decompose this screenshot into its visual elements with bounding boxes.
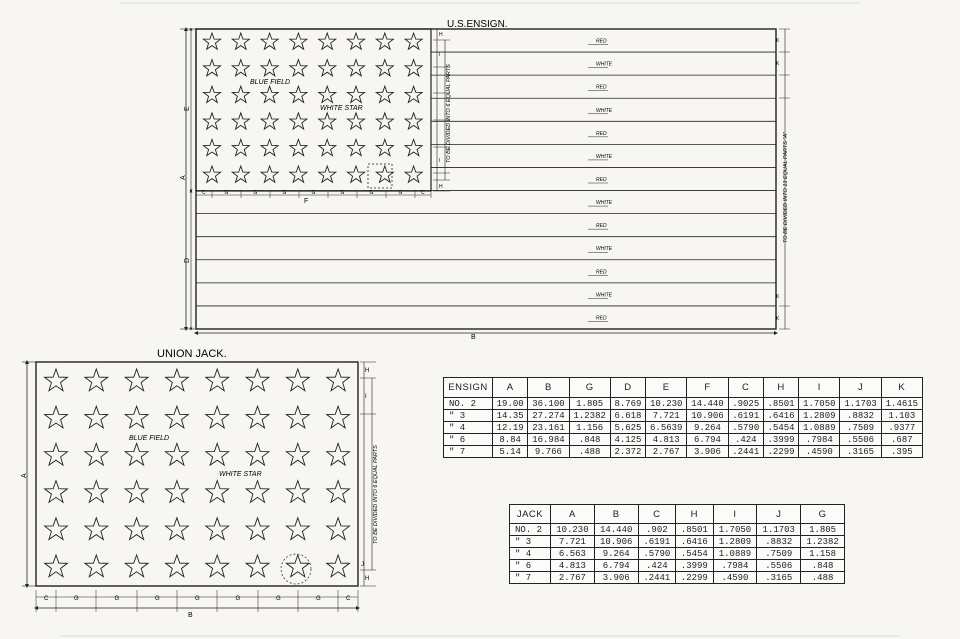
- ensign_table-header-cell: ENSIGN: [444, 378, 493, 398]
- table-cell: 3.906: [687, 446, 728, 458]
- ensign-star: [203, 60, 220, 76]
- ensign-star: [405, 139, 422, 155]
- jack-dim-a: A: [21, 473, 28, 478]
- ensign-star: [405, 113, 422, 129]
- jack-dim-label: J: [361, 562, 364, 568]
- jack-star: [125, 443, 148, 465]
- jack-star: [45, 481, 68, 503]
- jack-star: [327, 369, 350, 391]
- table-cell: 1.805: [801, 524, 845, 536]
- table-cell: 4.813: [551, 560, 595, 572]
- jack-star: [165, 518, 188, 540]
- jack-star: [206, 555, 229, 577]
- ensign-star: [319, 60, 336, 76]
- ensign-star: [376, 166, 393, 182]
- table-cell: .4590: [713, 572, 757, 584]
- ensign-dim-b: B: [471, 334, 476, 341]
- table-cell: .902: [638, 524, 675, 536]
- table-cell: .7984: [713, 560, 757, 572]
- jack-star: [125, 518, 148, 540]
- table-cell: 1.2382: [569, 410, 610, 422]
- jack-star: [45, 518, 68, 540]
- ensign-union: [196, 29, 431, 191]
- jack-star: [286, 481, 309, 503]
- ensign-star: [347, 60, 364, 76]
- ensign-star: [203, 139, 220, 155]
- table-cell: 14.440: [687, 398, 728, 410]
- table-cell: .5790: [638, 548, 675, 560]
- ensign-dimensions-table: [443, 377, 923, 458]
- jack-star: [125, 555, 148, 577]
- table-row: [444, 398, 923, 410]
- ensign_table-header-cell: K: [881, 378, 922, 398]
- jack-dim-label: G: [74, 596, 79, 602]
- jack-star: [327, 518, 350, 540]
- table-cell: 1.0889: [799, 422, 840, 434]
- ensign-dim-label: G: [282, 190, 287, 196]
- table-cell: NO. 2: [444, 398, 493, 410]
- jack-star: [246, 406, 269, 428]
- table-cell: 2.767: [551, 572, 595, 584]
- jack-dim-label: G: [195, 596, 200, 602]
- jack-dim-label: C: [346, 596, 351, 602]
- jack-dim-label: I: [365, 394, 367, 400]
- stripe-label: WHITE: [596, 246, 613, 253]
- table-cell: " 3: [510, 536, 551, 548]
- table-cell: 2.372: [610, 446, 645, 458]
- table-cell: 1.158: [801, 548, 845, 560]
- table-cell: 6.563: [551, 548, 595, 560]
- table-cell: .8501: [763, 398, 798, 410]
- jack_table-header-cell: I: [713, 505, 757, 524]
- table-cell: 1.7050: [799, 398, 840, 410]
- table-cell: 9.264: [594, 548, 638, 560]
- table-row: [510, 536, 845, 548]
- table-cell: .6416: [676, 536, 713, 548]
- jack-star: [286, 555, 309, 577]
- jack-star: [206, 406, 229, 428]
- table-cell: .9025: [728, 398, 763, 410]
- ensign-star: [405, 60, 422, 76]
- table-cell: " 7: [444, 446, 493, 458]
- table-cell: 2.767: [646, 446, 687, 458]
- jack-star: [165, 481, 188, 503]
- jack-star-construction-circle: [281, 554, 311, 584]
- jack_table-header-cell: B: [594, 505, 638, 524]
- jack-outline: [36, 362, 358, 586]
- table-cell: " 4: [510, 548, 551, 560]
- jack-dim-label: G: [276, 596, 281, 602]
- ensign-drawing: [180, 19, 790, 341]
- stripe-label: RED: [596, 269, 607, 276]
- table-cell: .3999: [676, 560, 713, 572]
- ensign-star: [347, 86, 364, 102]
- ensign_table-header-cell: H: [763, 378, 798, 398]
- jack-star: [286, 443, 309, 465]
- table-row: [444, 410, 923, 422]
- table-cell: 1.2809: [713, 536, 757, 548]
- table-cell: 27.274: [528, 410, 569, 422]
- ensign-star: [232, 113, 249, 129]
- table-cell: 7.721: [646, 410, 687, 422]
- table-cell: .6191: [728, 410, 763, 422]
- ensign-dim-label: I: [439, 158, 441, 164]
- ensign-star: [347, 33, 364, 49]
- table-cell: 7.721: [551, 536, 595, 548]
- ensign-dim-a: A: [180, 175, 187, 180]
- table-cell: .395: [881, 446, 922, 458]
- table-cell: .8501: [676, 524, 713, 536]
- ensign-dim-e: E: [184, 106, 191, 111]
- jack-drawing: [21, 348, 379, 619]
- table-cell: .3999: [763, 434, 798, 446]
- ensign-star: [376, 86, 393, 102]
- ensign-star: [290, 113, 307, 129]
- table-row: [444, 434, 923, 446]
- ensign-star: [261, 86, 278, 102]
- table-cell: 14.35: [493, 410, 528, 422]
- ensign-star: [261, 113, 278, 129]
- stripe-label: RED: [596, 177, 607, 183]
- ensign-star: [405, 166, 422, 182]
- jack-star-label: WHITE STAR: [219, 471, 262, 478]
- jack-star: [327, 555, 350, 577]
- table-cell: .848: [569, 434, 610, 446]
- table-cell: 1.1703: [757, 524, 801, 536]
- ensign_table-header-cell: A: [493, 378, 528, 398]
- table-cell: " 6: [444, 434, 493, 446]
- jack-star: [85, 369, 108, 391]
- ensign-star: [319, 113, 336, 129]
- ensign-star: [347, 166, 364, 182]
- table-cell: .4590: [799, 446, 840, 458]
- ensign-star: [203, 166, 220, 182]
- jack_table-header-cell: J: [757, 505, 801, 524]
- jack-width-dimensions: [36, 590, 358, 612]
- stripe-label: WHITE: [596, 107, 613, 114]
- table-cell: .2441: [638, 572, 675, 584]
- ensign_table-header-cell: I: [799, 378, 840, 398]
- jack-dim-label: G: [114, 596, 120, 602]
- jack-star: [165, 406, 188, 428]
- ensign-dim-label: G: [311, 190, 316, 196]
- jack-star: [246, 555, 269, 577]
- table-cell: .424: [728, 434, 763, 446]
- ensign-star: [232, 166, 249, 182]
- table-cell: .5454: [676, 548, 713, 560]
- table-cell: .488: [569, 446, 610, 458]
- table-cell: .8832: [757, 536, 801, 548]
- table-cell: .3165: [840, 446, 881, 458]
- jack-star: [125, 406, 148, 428]
- table-row: [510, 572, 845, 584]
- table-cell: 9.766: [528, 446, 569, 458]
- ensign-dim-label: K: [776, 38, 780, 44]
- table-cell: .848: [801, 560, 845, 572]
- ensign_table-header-cell: D: [610, 378, 645, 398]
- ensign_table-header-cell: G: [569, 378, 610, 398]
- ensign-star: [290, 60, 307, 76]
- jack_table-header-cell: A: [551, 505, 595, 524]
- stripe-label: RED: [596, 130, 607, 137]
- jack_table-header-cell: G: [801, 505, 845, 524]
- ensign-star: [232, 60, 249, 76]
- jack-star: [85, 481, 108, 503]
- table-cell: " 7: [510, 572, 551, 584]
- ensign-dim-label: G: [253, 190, 258, 196]
- jack-star: [286, 518, 309, 540]
- table-cell: .5506: [757, 560, 801, 572]
- jack-star: [327, 443, 350, 465]
- ensign-star: [376, 113, 393, 129]
- ensign-star: [347, 113, 364, 129]
- ensign-dim-label: I: [439, 52, 441, 58]
- table-cell: 1.2382: [801, 536, 845, 548]
- stripe-label: WHITE: [596, 292, 613, 299]
- ensign_table-header-cell: J: [840, 378, 881, 398]
- table-cell: .9377: [881, 422, 922, 434]
- table-cell: .8832: [840, 410, 881, 422]
- jack-dim-label: G: [316, 596, 321, 602]
- jack-table-header: [510, 505, 845, 524]
- table-cell: .687: [881, 434, 922, 446]
- jack-star: [206, 443, 229, 465]
- stripe-label: RED: [596, 223, 607, 230]
- table-cell: " 3: [444, 410, 493, 422]
- ensign-star: [203, 86, 220, 102]
- ensign-star: [290, 166, 307, 182]
- ensign-dim-label: K: [776, 316, 780, 322]
- ensign_table-header-cell: C: [728, 378, 763, 398]
- jack-field-label: BLUE FIELD: [129, 435, 170, 442]
- jack-star: [85, 443, 108, 465]
- jack-star: [327, 406, 350, 428]
- jack-star: [286, 369, 309, 391]
- table-cell: " 6: [510, 560, 551, 572]
- jack-star: [327, 481, 350, 503]
- ensign-stripes-note: TO BE DIVIDED INTO 13 EQUAL PARTS "A": [783, 132, 789, 243]
- jack-star-field: [45, 369, 350, 577]
- jack-star: [206, 481, 229, 503]
- table-cell: 10.906: [687, 410, 728, 422]
- jack-star: [45, 443, 68, 465]
- table-cell: 6.794: [594, 560, 638, 572]
- ensign-star: [261, 33, 278, 49]
- ensign-star: [290, 86, 307, 102]
- table-cell: .6416: [763, 410, 798, 422]
- jack-star: [45, 369, 68, 391]
- table-cell: 16.984: [528, 434, 569, 446]
- ensign-dim-label: G: [369, 190, 374, 196]
- table-cell: .424: [638, 560, 675, 572]
- table-cell: .7509: [757, 548, 801, 560]
- ensign-star: [376, 139, 393, 155]
- table-cell: 5.625: [610, 422, 645, 434]
- jack_table-header-cell: C: [638, 505, 675, 524]
- jack-dim-label: H: [365, 576, 370, 582]
- stripe-label: WHITE: [596, 200, 613, 207]
- ensign-field-label: BLUE FIELD: [250, 79, 291, 86]
- ensign-star: [376, 60, 393, 76]
- jack-star: [246, 443, 269, 465]
- jack-dim-label: C: [44, 596, 49, 602]
- table-cell: 36.100: [528, 398, 569, 410]
- table-row: [510, 524, 845, 536]
- table-cell: .7984: [799, 434, 840, 446]
- ensign-star-label: WHITE STAR: [320, 105, 363, 112]
- jack-star: [165, 555, 188, 577]
- table-cell: 10.230: [551, 524, 595, 536]
- jack-star: [45, 555, 68, 577]
- table-cell: 8.769: [610, 398, 645, 410]
- ensign-star: [319, 33, 336, 49]
- table-row: [510, 548, 845, 560]
- stripe-label: WHITE: [596, 153, 613, 160]
- ensign-dim-label: C: [421, 190, 425, 196]
- jack-dim-label: H: [365, 368, 370, 374]
- table-cell: 8.84: [493, 434, 528, 446]
- table-cell: 1.156: [569, 422, 610, 434]
- jack_table-header-cell: H: [676, 505, 713, 524]
- ensign-star-field: [203, 33, 422, 182]
- jack-star: [165, 443, 188, 465]
- table-cell: .2441: [728, 446, 763, 458]
- table-cell: 1.4615: [881, 398, 922, 410]
- ensign-star: [232, 139, 249, 155]
- jack-star: [206, 369, 229, 391]
- ensign-star: [203, 33, 220, 49]
- stripe-label: RED: [596, 315, 607, 322]
- table-cell: .2299: [676, 572, 713, 584]
- stripe-label: WHITE: [596, 61, 613, 68]
- ensign-dim-label: H: [439, 32, 443, 38]
- ensign-title: U.S.ENSIGN.: [447, 19, 508, 30]
- ensign-star: [319, 86, 336, 102]
- ensign-union-note: TO BE DIVIDED INTO 6 EQUAL PARTS: [446, 64, 452, 163]
- table-cell: 14.440: [594, 524, 638, 536]
- jack-star: [85, 518, 108, 540]
- table-cell: 9.264: [687, 422, 728, 434]
- table-cell: 3.906: [594, 572, 638, 584]
- ensign-star: [261, 60, 278, 76]
- table-cell: 1.2809: [799, 410, 840, 422]
- table-cell: 23.161: [528, 422, 569, 434]
- ensign-star: [319, 166, 336, 182]
- table-row: [444, 446, 923, 458]
- ensign-dim-d: D: [184, 257, 191, 263]
- table-cell: " 4: [444, 422, 493, 434]
- table-cell: 1.0889: [713, 548, 757, 560]
- ensign-dim-label: C: [202, 190, 206, 196]
- jack-dim-label: G: [155, 596, 160, 602]
- table-cell: .3165: [757, 572, 801, 584]
- table-row: [510, 560, 845, 572]
- table-row: [444, 422, 923, 434]
- table-cell: 6.794: [687, 434, 728, 446]
- ensign-star: [347, 139, 364, 155]
- table-cell: 6.618: [610, 410, 645, 422]
- jack-star: [45, 406, 68, 428]
- ensign-dim-label: H: [439, 184, 443, 190]
- table-cell: 1.103: [881, 410, 922, 422]
- table-cell: NO. 2: [510, 524, 551, 536]
- ensign-star: [405, 33, 422, 49]
- ensign-dim-label: G: [340, 190, 345, 196]
- table-cell: 1.1703: [840, 398, 881, 410]
- ensign-star: [261, 139, 278, 155]
- stripe-label: RED: [596, 84, 607, 91]
- ensign-star: [203, 113, 220, 129]
- jack_table-header-cell: JACK: [510, 505, 551, 524]
- table-cell: 1.7050: [713, 524, 757, 536]
- ensign-star: [376, 33, 393, 49]
- ensign-dim-f: F: [304, 198, 309, 205]
- table-cell: 10.230: [646, 398, 687, 410]
- table-cell: .5454: [763, 422, 798, 434]
- ensign-star: [290, 139, 307, 155]
- table-cell: 12.19: [493, 422, 528, 434]
- jack-star: [246, 369, 269, 391]
- jack-star: [246, 518, 269, 540]
- table-cell: 6.5639: [646, 422, 687, 434]
- jack-star: [85, 406, 108, 428]
- jack-star: [125, 369, 148, 391]
- table-cell: 1.805: [569, 398, 610, 410]
- ensign_table-header-cell: F: [687, 378, 728, 398]
- jack-star: [125, 481, 148, 503]
- jack-star: [165, 369, 188, 391]
- jack-star: [286, 406, 309, 428]
- ensign-star: [405, 86, 422, 102]
- table-cell: .2299: [763, 446, 798, 458]
- jack-star: [246, 481, 269, 503]
- table-cell: 10.906: [594, 536, 638, 548]
- jack-dim-b: B: [188, 612, 193, 619]
- table-cell: 5.14: [493, 446, 528, 458]
- jack-dim-label: G: [235, 596, 241, 602]
- jack-star: [85, 555, 108, 577]
- table-cell: .6191: [638, 536, 675, 548]
- ensign-dim-label: G: [398, 190, 403, 196]
- table-cell: .488: [801, 572, 845, 584]
- ensign_table-header-cell: B: [528, 378, 569, 398]
- jack-dimensions-table: [509, 504, 845, 584]
- jack-star: [206, 518, 229, 540]
- ensign-outline: [196, 29, 776, 329]
- table-cell: 19.00: [493, 398, 528, 410]
- ensign_table-header-cell: E: [646, 378, 687, 398]
- ensign-dim-label: K: [776, 61, 780, 67]
- ensign-star: [232, 86, 249, 102]
- ensign-star: [232, 33, 249, 49]
- table-cell: 4.813: [646, 434, 687, 446]
- table-cell: 4.125: [610, 434, 645, 446]
- table-cell: .7509: [840, 422, 881, 434]
- ensign-dim-label: G: [224, 190, 229, 196]
- ensign-table-header: [444, 378, 923, 398]
- stripe-label: RED: [596, 38, 607, 45]
- ensign-dim-label: K: [776, 294, 780, 300]
- jack-title: UNION JACK.: [157, 348, 227, 360]
- table-cell: .5506: [840, 434, 881, 446]
- ensign-star: [261, 166, 278, 182]
- ensign-star: [290, 33, 307, 49]
- ensign-star: [319, 139, 336, 155]
- jack-note: TO BE DIVIDED INTO 6 EQUAL PARTS: [373, 445, 379, 544]
- table-cell: .5790: [728, 422, 763, 434]
